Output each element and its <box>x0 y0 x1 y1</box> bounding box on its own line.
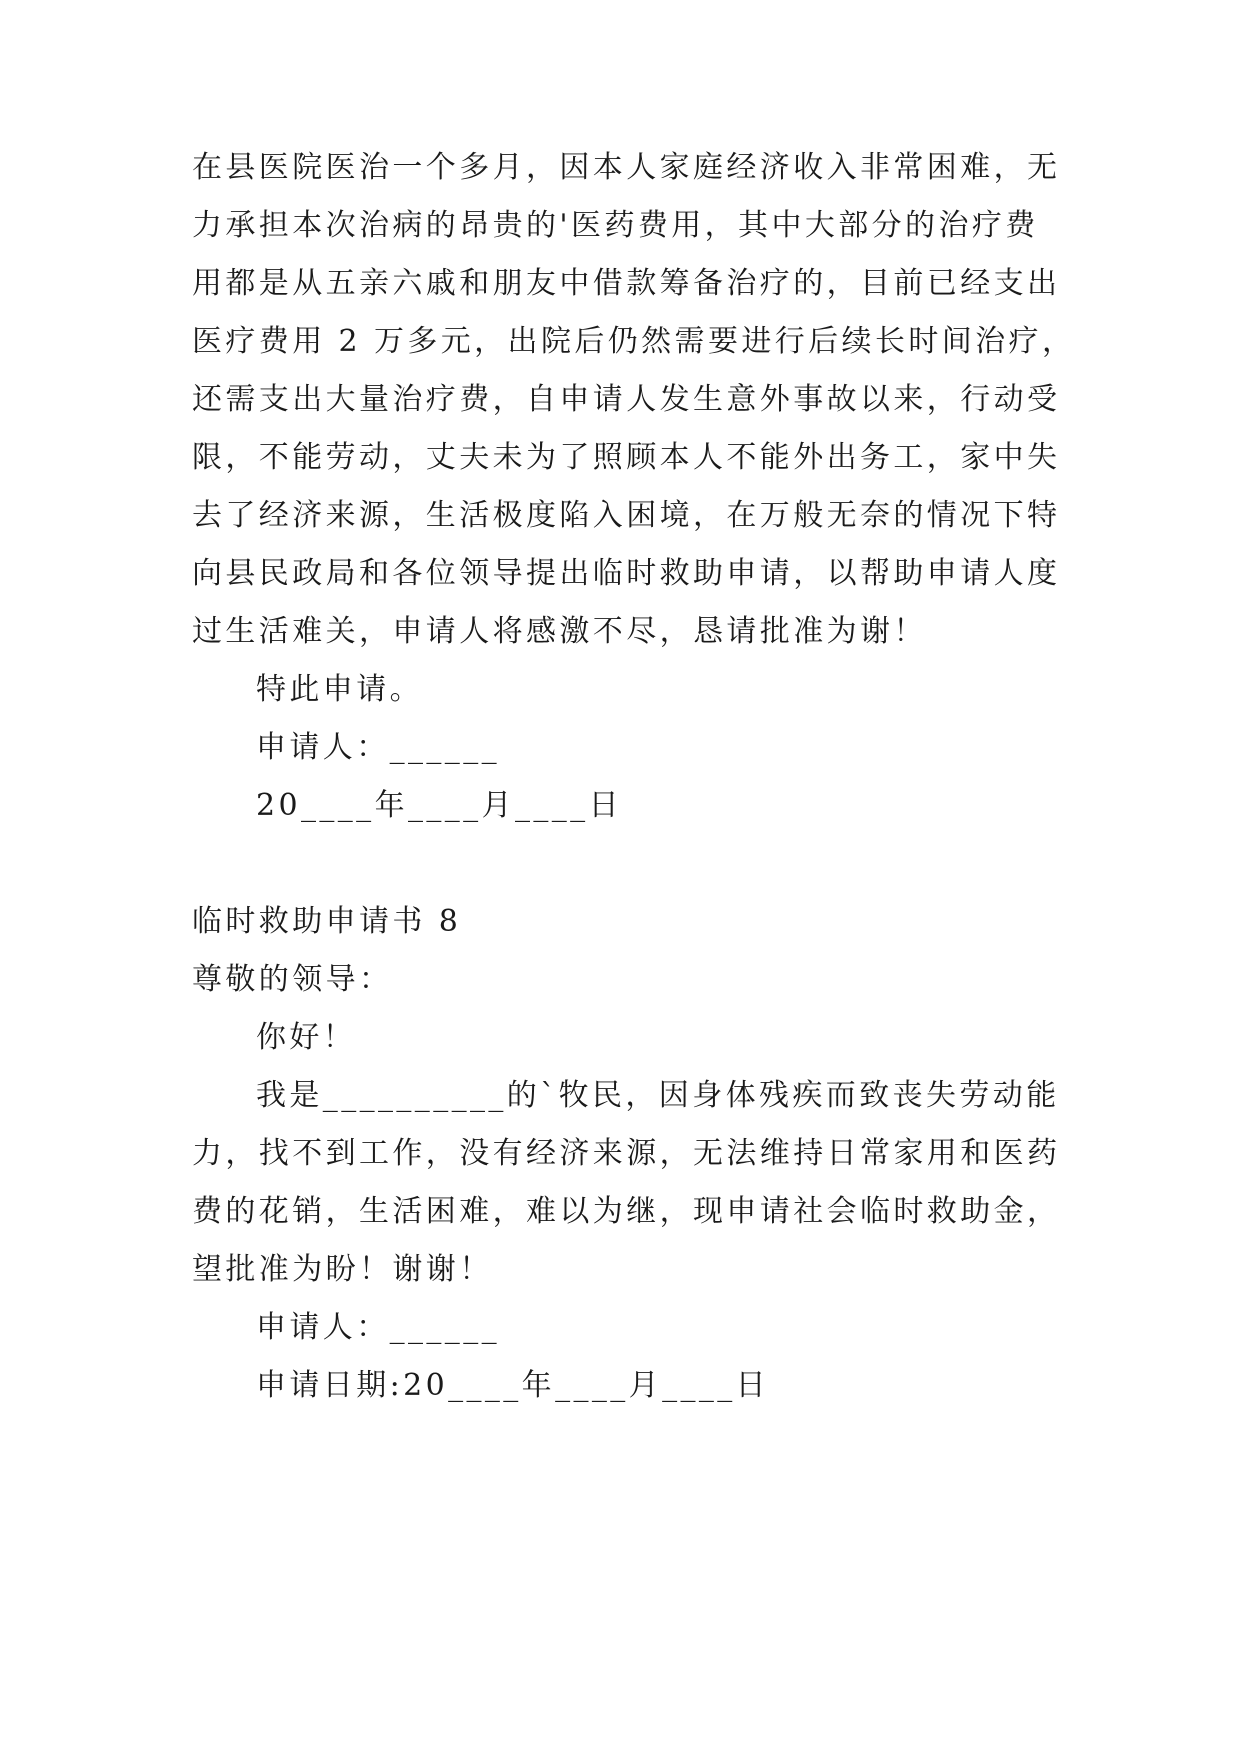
date-line: 20____年____月____日 <box>256 788 622 823</box>
section-title: 临时救助申请书 8 <box>192 904 462 939</box>
salutation: 尊敬的领导： <box>192 962 393 997</box>
body-line-6: 限，不能劳动，丈夫未为了照顾本人不能外出务工，家中失 <box>192 440 1061 475</box>
body-line-1: 我是__________的`牧民，因身体残疾而致丧失劳动能 <box>256 1078 1060 1113</box>
applicant-signature: 申请人：______ <box>256 730 500 765</box>
body-line-7: 去了经济来源，生活极度陷入困境，在万般无奈的情况下特 <box>192 498 1061 533</box>
body-line-4: 望批准为盼！谢谢！ <box>192 1252 493 1287</box>
closing-text: 特此申请。 <box>256 672 423 707</box>
body-line-8: 向县民政局和各位领导提出临时救助申请，以帮助申请人度 <box>192 556 1061 591</box>
body-line-2: 力，找不到工作，没有经济来源，无法维持日常家用和医药 <box>192 1136 1061 1171</box>
body-line-3: 费的花销，生活困难，难以为继，现申请社会临时救助金， <box>192 1194 1061 1229</box>
body-line-3: 用都是从五亲六戚和朋友中借款筹备治疗的，目前已经支出 <box>192 266 1061 301</box>
body-line-9: 过生活难关，申请人将感激不尽，恳请批准为谢！ <box>192 614 927 649</box>
body-line-1: 在县医院医治一个多月，因本人家庭经济收入非常困难，无 <box>192 150 1061 185</box>
applicant-signature: 申请人：______ <box>256 1310 500 1345</box>
greeting: 你好！ <box>256 1020 357 1055</box>
body-line-4: 医疗费用 2 万多元，出院后仍然需要进行后续长时间治疗， <box>192 324 1076 359</box>
application-date: 申请日期:20____年____月____日 <box>256 1368 770 1403</box>
body-line-2: 力承担本次治病的昂贵的'医药费用，其中大部分的治疗费 <box>192 208 1039 243</box>
body-line-5: 还需支出大量治疗费，自申请人发生意外事故以来，行动受 <box>192 382 1061 417</box>
